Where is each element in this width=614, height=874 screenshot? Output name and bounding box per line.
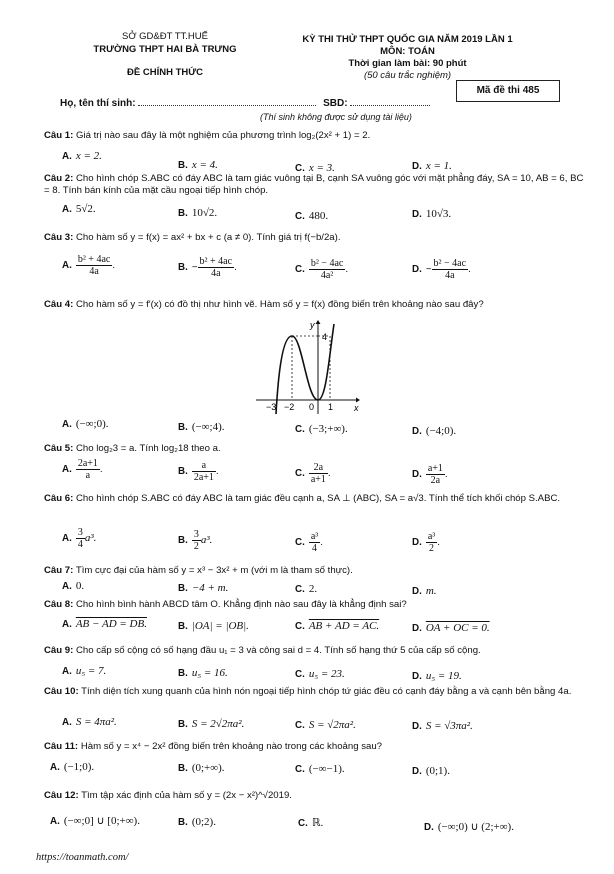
question-count: (50 câu trắc nghiệm) [363,70,452,81]
question-1 [44,130,589,142]
sbd-label: SBD: [323,98,348,109]
q3-option-a[interactable]: A. $\frac{\text{b² + 4ac}}{4a}$ . [62,254,116,277]
q6-option-b[interactable]: B. $\frac{3}{2}$ a³. [178,529,213,552]
q4-option-a[interactable]: A. (−∞;0). [62,418,109,430]
question-text: Tính diện tích xung quanh của hình nón ngoại tiếp hình chóp tứ giác đều có cạnh đáy bằng a và cạnh bên bằng 4a. [81,686,572,697]
question-text: Cho hàm số y = f(x) = ax² + bx + c (a ≠ 0). Tính giá trị f(−b/2a). [76,232,341,243]
q3-option-d[interactable]: D. − $\frac{\text{b² − 4ac}}{4a}$ . [412,258,471,281]
question-5 [44,443,589,455]
no-docs-note: (Thí sinh không được sử dụng tài liệu) [260,112,412,122]
question-text: Cho hình chóp S.ABC có đáy ABC là tam giác vuông tại B, cạnh SA vuông góc với mặt phẳng đáy, SA = 10, AB = 6, BC = 8. Tính bán kính của mặt cầu ngoại tiếp hình chóp. [44,173,584,196]
question-text: Cho hàm số y = f′(x) có đồ thị như hình vẽ. Hàm số y = f(x) đồng biến trên khoảng nào sau đây? [76,299,484,310]
q2-option-c[interactable]: C. 480. [295,210,329,222]
question-12 [44,790,589,802]
graph-axes [256,320,360,414]
q5-option-a[interactable]: A. $\frac{2a+1}{a}$ . [62,458,103,481]
q4-option-c[interactable]: C. (−3;+∞). [295,423,348,435]
x-tick-neg2: −2 [284,402,295,412]
q3-option-c[interactable]: C. $\frac{\text{b² − 4ac}}{\text{4a²}}$ . [295,258,349,281]
q12-option-b[interactable]: B. (0;2). [178,816,216,828]
q7-option-a[interactable]: A. 0. [62,580,85,592]
exam-code-box: Mã đề thi 485 [456,80,560,102]
question-10 [44,686,589,698]
question-number: Câu 9: [44,645,74,656]
question-8 [44,599,589,611]
question-number: Câu 8: [44,599,74,610]
q7-option-b[interactable]: B. −4 + m. [178,582,229,594]
q10-option-a[interactable]: A. S = 4πa². [62,716,117,728]
q8-option-c[interactable]: C. AB + AD = AC. [295,620,380,632]
question-3 [44,232,589,244]
q10-option-b[interactable]: B. S = 2√2πa². [178,718,245,730]
question-number: Câu 7: [44,565,74,576]
q9-option-c[interactable]: C. u₅ = 23. [295,668,345,680]
q11-option-d[interactable]: D. (0;1). [412,765,450,777]
x-axis-label: x [354,403,359,413]
footer-site-link[interactable]: https://toanmath.com/ [36,852,129,863]
question-text: Cho cấp số cộng có số hạng đầu u₁ = 3 và công sai d = 4. Tính số hạng thứ 5 của cấp số cộng. [76,645,481,656]
question-number: Câu 5: [44,443,74,454]
q12-option-d[interactable]: D. (−∞;0) ∪ (2;+∞). [424,821,514,833]
x-tick-0: 0 [309,402,315,412]
q6-option-a[interactable]: A. $\frac{3}{4}$ a³. [62,527,97,550]
q4-option-b[interactable]: B. (−∞;4). [178,421,225,433]
duration: Thời gian làm bài: 90 phút [348,58,467,69]
header-right [275,34,540,82]
q5-option-d[interactable]: D. $\frac{a+1}{2a}$ . [412,463,448,486]
question-number: Câu 1: [44,130,74,141]
header-left [70,30,260,79]
q2-option-b[interactable]: B. 10√2. [178,207,218,219]
q10-option-d[interactable]: D. S = √3πa². [412,720,473,732]
q5-option-b[interactable]: B. $\frac{a}{2a+1}$ . [178,460,219,483]
question-text: Hàm số y = x⁴ − 2x² đồng biến trên khoảng nào trong các khoảng sau? [80,741,382,752]
q2-option-a[interactable]: A. 5√2. [62,203,96,215]
question-4 [44,299,589,311]
question-number: Câu 10: [44,686,79,697]
student-name-label: Họ, tên thí sinh: [60,98,136,109]
q1-option-c[interactable]: C. x = 3. [295,162,335,174]
question-11 [44,741,589,753]
question-text: Giá trị nào sau đây là một nghiệm của phương trình log₂(2x² + 1) = 2. [76,130,371,141]
question-7 [44,565,589,577]
student-info-line [60,97,430,109]
q8-option-b[interactable]: B. |OA| = |OB|. [178,620,249,632]
question-number: Câu 12: [44,790,79,801]
subject: MÔN: TOÁN [380,46,435,57]
department: SỞ GD&ĐT TT.HUẾ [122,31,208,42]
q7-option-d[interactable]: D. m. [412,585,437,597]
exam-title: KỲ THI THỬ THPT QUỐC GIA NĂM 2019 LẦN 1 [302,34,513,45]
question-text: Cho hình bình hành ABCD tâm O. Khẳng định nào sau đây là khẳng định sai? [76,599,407,610]
q11-option-c[interactable]: C. (−∞−1). [295,763,345,775]
q4-option-d[interactable]: D. (−4;0). [412,425,457,437]
q1-option-a[interactable]: A. x = 2. [62,150,102,162]
question-text: Cho log₂3 = a. Tính log₂18 theo a. [76,443,221,454]
derivative-graph [252,318,362,416]
q12-option-a[interactable]: A. (−∞;0] ∪ [0;+∞). [50,815,140,827]
q2-option-d[interactable]: D. 10√3. [412,208,452,220]
question-2 [44,173,589,197]
official-label: ĐỀ CHÍNH THỨC [127,67,203,78]
y-axis-label: y [310,320,315,330]
y-axis-arrow [316,320,321,324]
q10-option-c[interactable]: C. S = √2πa². [295,719,356,731]
q9-option-d[interactable]: D. u₅ = 19. [412,670,462,682]
q9-option-b[interactable]: B. u₅ = 16. [178,667,228,679]
q8-option-d[interactable]: D. OA + OC = 0. [412,622,490,634]
question-text: Tìm tập xác định của hàm số y = (2x − x²)^√2019. [81,790,292,801]
question-number: Câu 6: [44,493,74,504]
x-tick-1: 1 [328,402,334,412]
question-number: Câu 11: [44,741,79,752]
question-text: Cho hình chóp S.ABC có đáy ABC là tam giác đều cạnh a, SA ⊥ (ABC), SA = a√3. Tính thể tích khối chóp S.ABC. [76,493,561,504]
question-number: Câu 2: [44,173,74,184]
sbd-field[interactable] [350,97,430,106]
q11-option-a[interactable]: A. (−1;0). [50,761,95,773]
question-9 [44,645,589,657]
y-tick-4: 4 [322,332,328,342]
q7-option-c[interactable]: C. 2. [295,583,318,595]
q5-option-c[interactable]: C. $\frac{2a}{a+1}$ . [295,462,331,485]
q1-option-d[interactable]: D. x = 1. [412,160,452,172]
q6-option-d[interactable]: D. $\frac{\text{a³}}{2}$ . [412,531,440,554]
q1-option-b[interactable]: B. x = 4. [178,159,218,171]
q8-option-a[interactable]: A. AB − AD = DB. [62,618,147,630]
question-number: Câu 3: [44,232,74,243]
x-tick-neg3: −3 [266,402,277,412]
q9-option-a[interactable]: A. u₅ = 7. [62,665,107,677]
question-number: Câu 4: [44,299,74,310]
q3-option-b[interactable]: B. − $\frac{\text{b² + 4ac}}{4a}$ . [178,256,237,279]
q11-option-b[interactable]: B. (0;+∞). [178,762,225,774]
question-text: Tìm cực đại của hàm số y = x³ − 3x² + m (với m là tham số thực). [75,565,353,576]
q6-option-c[interactable]: C. $\frac{\text{a³}}{4}$ . [295,531,323,554]
q12-option-c[interactable]: C. ℝ. [298,817,324,829]
school-name: TRƯỜNG THPT HAI BÀ TRƯNG [93,44,237,55]
student-name-field[interactable] [138,97,316,106]
x-axis-arrow [356,398,360,403]
question-6 [44,493,589,505]
